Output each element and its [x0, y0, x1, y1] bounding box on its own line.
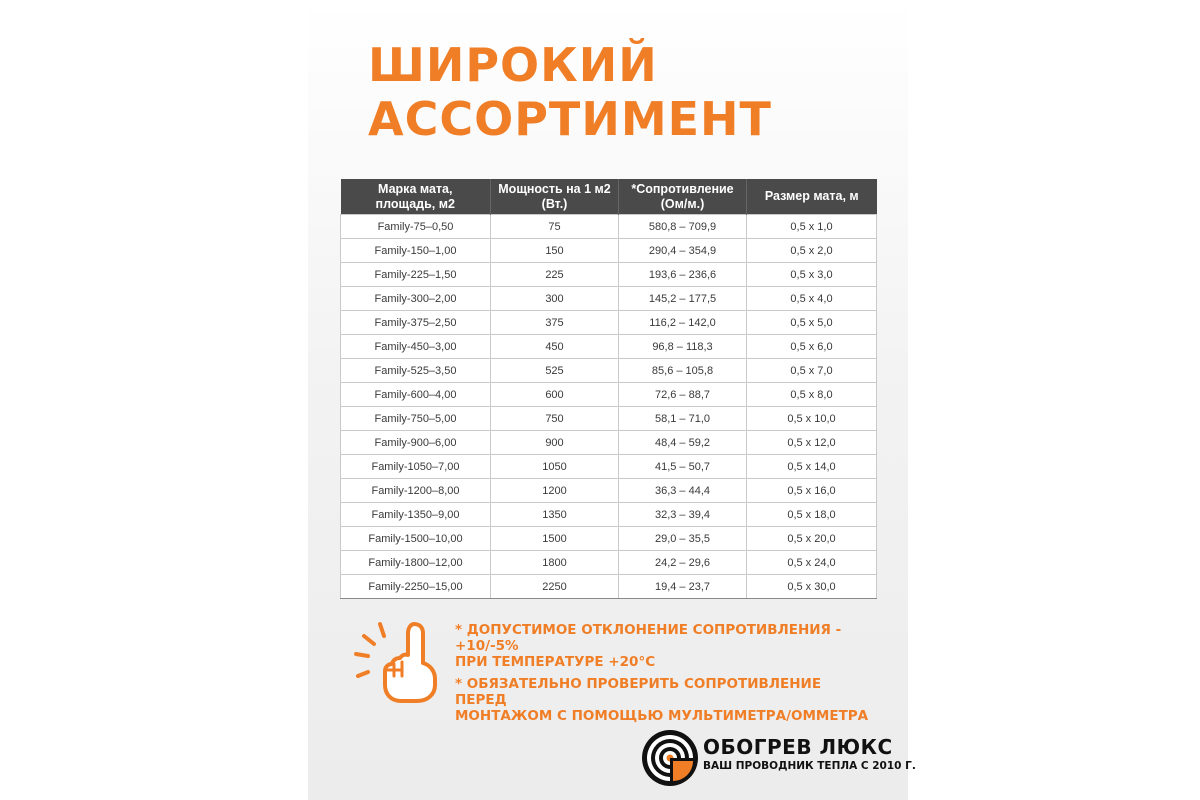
cell-resistance: 36,3 – 44,4	[619, 479, 747, 503]
cell-model: Family-450–3,00	[341, 335, 491, 359]
table-row	[341, 455, 877, 479]
cell-resistance: 24,2 – 29,6	[619, 551, 747, 575]
cell-power: 750	[491, 407, 619, 431]
cell-model: Family-600–4,00	[341, 383, 491, 407]
cell-size: 0,5 х 1,0	[747, 215, 877, 239]
header-size-line1: Размер мата, м	[764, 189, 859, 203]
cell-power: 225	[491, 263, 619, 287]
cell-size: 0,5 х 3,0	[747, 263, 877, 287]
cell-size: 0,5 х 7,0	[747, 359, 877, 383]
note-tolerance-line2: ПРИ ТЕМПЕРАТУРЕ +20°С	[455, 654, 656, 670]
cell-power: 1200	[491, 479, 619, 503]
product-table	[340, 179, 877, 599]
cell-power: 300	[491, 287, 619, 311]
note-tolerance-line1: * ДОПУСТИМОЕ ОТКЛОНЕНИЕ СОПРОТИВЛЕНИЯ - +10/-5%	[455, 622, 842, 654]
concentric-circles-logo-icon	[640, 728, 700, 788]
cell-resistance: 41,5 – 50,7	[619, 455, 747, 479]
cell-model: Family-2250–15,00	[341, 575, 491, 599]
cell-resistance: 19,4 – 23,7	[619, 575, 747, 599]
brand-slogan: ВАШ ПРОВОДНИК ТЕПЛА С 2010 Г.	[703, 760, 916, 772]
header-model-line1: Марка мата,	[378, 181, 453, 196]
cell-resistance: 580,8 – 709,9	[619, 215, 747, 239]
cell-resistance: 85,6 – 105,8	[619, 359, 747, 383]
cell-power: 525	[491, 359, 619, 383]
cell-size: 0,5 х 4,0	[747, 287, 877, 311]
header-resistance	[619, 179, 747, 215]
cell-model: Family-75–0,50	[341, 215, 491, 239]
cell-power: 1350	[491, 503, 619, 527]
cell-power: 2250	[491, 575, 619, 599]
notes-block	[455, 622, 875, 730]
cell-model: Family-150–1,00	[341, 239, 491, 263]
cell-power: 75	[491, 215, 619, 239]
title-line-1: ШИРОКИЙ	[368, 38, 658, 92]
table-row	[341, 335, 877, 359]
cell-model: Family-1500–10,00	[341, 527, 491, 551]
cell-resistance: 116,2 – 142,0	[619, 311, 747, 335]
table-header-row	[341, 179, 877, 215]
cell-power: 1050	[491, 455, 619, 479]
table-row	[341, 575, 877, 599]
cell-power: 375	[491, 311, 619, 335]
cell-power: 600	[491, 383, 619, 407]
cell-resistance: 32,3 – 39,4	[619, 503, 747, 527]
header-model	[341, 179, 491, 215]
page-title	[368, 38, 772, 146]
header-power-line1: Мощность на 1 м2	[498, 181, 611, 196]
table-row	[341, 359, 877, 383]
cell-model: Family-750–5,00	[341, 407, 491, 431]
table-row	[341, 383, 877, 407]
header-size	[747, 179, 877, 215]
title-line-2: АССОРТИМЕНТ	[368, 92, 772, 146]
cell-model: Family-300–2,00	[341, 287, 491, 311]
cell-size: 0,5 х 2,0	[747, 239, 877, 263]
cell-resistance: 58,1 – 71,0	[619, 407, 747, 431]
note-tolerance	[455, 622, 875, 670]
cell-size: 0,5 х 8,0	[747, 383, 877, 407]
brand-block	[703, 735, 916, 773]
table-row	[341, 431, 877, 455]
cell-model: Family-225–1,50	[341, 263, 491, 287]
cell-power: 1800	[491, 551, 619, 575]
cell-resistance: 48,4 – 59,2	[619, 431, 747, 455]
cell-model: Family-1800–12,00	[341, 551, 491, 575]
cell-model: Family-1200–8,00	[341, 479, 491, 503]
cell-model: Family-1350–9,00	[341, 503, 491, 527]
brand-name: ОБОГРЕВ ЛЮКС	[703, 735, 893, 759]
table-row	[341, 407, 877, 431]
cell-resistance: 72,6 – 88,7	[619, 383, 747, 407]
table-row	[341, 503, 877, 527]
cell-size: 0,5 х 12,0	[747, 431, 877, 455]
header-power-line2: (Вт.)	[541, 196, 568, 211]
header-resistance-line2: (Ом/м.)	[660, 196, 705, 211]
cell-model: Family-1050–7,00	[341, 455, 491, 479]
cell-resistance: 193,6 – 236,6	[619, 263, 747, 287]
cell-resistance: 290,4 – 354,9	[619, 239, 747, 263]
cell-power: 450	[491, 335, 619, 359]
table-row	[341, 479, 877, 503]
cell-power: 150	[491, 239, 619, 263]
cell-power: 1500	[491, 527, 619, 551]
cell-size: 0,5 х 14,0	[747, 455, 877, 479]
table-body	[341, 215, 877, 599]
cell-resistance: 29,0 – 35,5	[619, 527, 747, 551]
cell-size: 0,5 х 10,0	[747, 407, 877, 431]
table-row	[341, 215, 877, 239]
header-resistance-line1: *Сопротивление	[631, 181, 734, 196]
table-row	[341, 311, 877, 335]
table-row	[341, 239, 877, 263]
cell-model: Family-525–3,50	[341, 359, 491, 383]
table-row	[341, 551, 877, 575]
header-model-line2: площадь, м2	[375, 196, 455, 211]
hand-pointing-up-icon	[352, 618, 442, 703]
cell-size: 0,5 х 18,0	[747, 503, 877, 527]
cell-size: 0,5 х 20,0	[747, 527, 877, 551]
table-row	[341, 263, 877, 287]
table-row	[341, 527, 877, 551]
cell-size: 0,5 х 30,0	[747, 575, 877, 599]
cell-size: 0,5 х 16,0	[747, 479, 877, 503]
cell-size: 0,5 х 6,0	[747, 335, 877, 359]
cell-resistance: 145,2 – 177,5	[619, 287, 747, 311]
note-check	[455, 676, 875, 724]
cell-power: 900	[491, 431, 619, 455]
cell-size: 0,5 х 24,0	[747, 551, 877, 575]
note-check-line1: * ОБЯЗАТЕЛЬНО ПРОВЕРИТЬ СОПРОТИВЛЕНИЕ ПЕРЕД	[455, 676, 822, 708]
cell-resistance: 96,8 – 118,3	[619, 335, 747, 359]
header-power	[491, 179, 619, 215]
cell-model: Family-375–2,50	[341, 311, 491, 335]
table-row	[341, 287, 877, 311]
product-table-wrapper	[340, 179, 876, 599]
note-check-line2: МОНТАЖОМ С ПОМОЩЬЮ МУЛЬТИМЕТРА/ОММЕТРА	[455, 708, 869, 724]
cell-model: Family-900–6,00	[341, 431, 491, 455]
cell-size: 0,5 х 5,0	[747, 311, 877, 335]
